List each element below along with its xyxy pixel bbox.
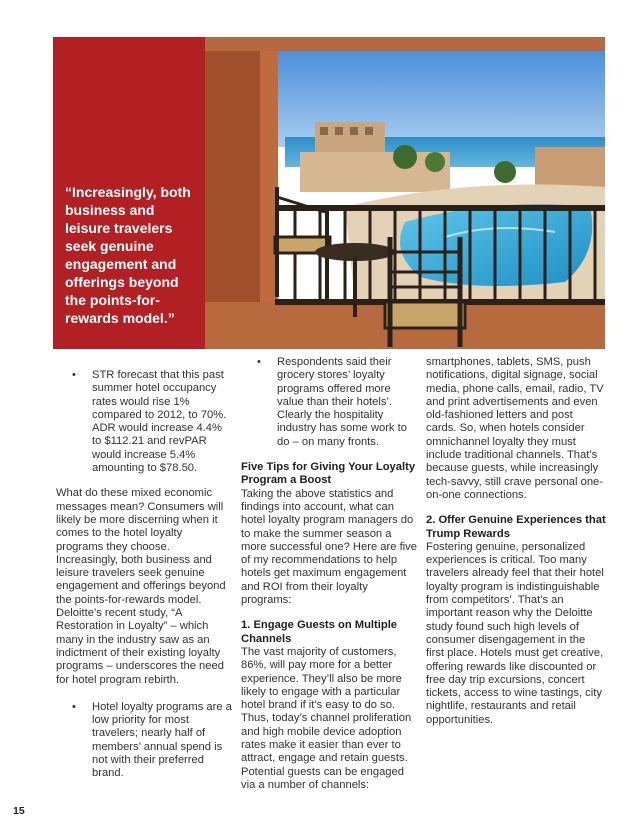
hero-banner xyxy=(53,37,605,349)
tip-heading: 2. Offer Genuine Experiences that Trump Rewards xyxy=(426,514,606,540)
resort-balcony-illustration xyxy=(205,37,605,349)
column-1 xyxy=(56,369,232,781)
bullet-text: Hotel loyalty programs are a low priority for most travelers; nearly half of members’ annual spend is not with their preferred brand. xyxy=(92,700,232,780)
bullet-icon: • xyxy=(257,356,261,368)
bullet-icon: • xyxy=(72,700,76,713)
pull-quote: “Increasingly, both business and leisure travelers seek genuine engagement and offerings beyond the points-for-rewards model.” xyxy=(65,184,191,326)
resort-balcony-photo xyxy=(205,37,605,349)
bullet-icon: • xyxy=(72,369,76,381)
section-heading: Five Tips for Giving Your Loyalty Program a Boost xyxy=(241,461,416,487)
bullet-item xyxy=(72,369,232,475)
body-paragraph: The vast majority of customers, 86%, will pay more for a better experience. They’ll also be more likely to engage with a particular hotel brand if it’s easy to do so. Thus, today’s channel proliferation and high mobile device adoption rates make it easier than ever to attract, engage and retain guests. Potential guests can be engaged via a number of channels: xyxy=(241,645,412,791)
body-paragraph: smartphones, tablets, SMS, push notifications, digital signage, social media, phone calls, email, radio, TV and print advertisements and even old-fashioned letters and post cards. So, when hotels consider omnichannel loyalty they must include traditional channels. That’s because guests, while increasingly tech-savvy, still crave personal one-on-one connections. xyxy=(426,356,604,501)
bullet-text: STR forecast that this past summer hotel occupancy rates would rise 1% compared to 2012, to 70%. ADR would increase 4.4% to $112.21 and revPAR would increase 5.4% amounting to $78.50. xyxy=(92,369,227,475)
column-2 xyxy=(241,356,417,792)
tip-heading: 1. Engage Guests on Multiple Channels xyxy=(241,619,398,645)
pull-quote-box xyxy=(53,37,205,349)
column-3 xyxy=(426,356,606,727)
chair-left xyxy=(275,187,330,299)
body-paragraph: Taking the above statistics and findings into account, what can hotel loyalty program managers do to make the summer season a more successful one? Here are five of my recommendations to help hotels get maximum engagement and ROI from their loyalty programs: xyxy=(241,487,417,607)
bullet-item xyxy=(72,701,232,781)
body-paragraph: What do these mixed economic messages mean? Consumers will likely be more discerning when it comes to the hotel loyalty programs they choose. Increasingly, both business and leisure travelers seek genuine engagement and offerings beyond the points-for-rewards model. Deloitte’s recent study, “A Restoration in Loyalty” – which many in the industry saw as an indictment of their existing loyalty programs – underscores the need for hotel program rebirth. xyxy=(56,487,226,686)
page-number: 15 xyxy=(13,805,25,817)
bullet-text: Respondents said their grocery stores’ loyalty programs offered more value than their hotels’. Clearly the hospitality industry has some work to do – on many fronts. xyxy=(277,356,407,448)
bullet-item xyxy=(257,356,417,449)
body-paragraph: Fostering genuine, personalized experiences is critical. Too many travelers already feel that their hotel loyalty program is indistinguishable from competitors’. That’s an important reason why the Deloitte study found such high levels of consumer disengagement in the first place. Hotels must get creative, offering rewards like discounted or free day trip excursions, concert tickets, access to wine tastings, city nightlife, restaurants and retail opportunities. xyxy=(426,540,604,726)
